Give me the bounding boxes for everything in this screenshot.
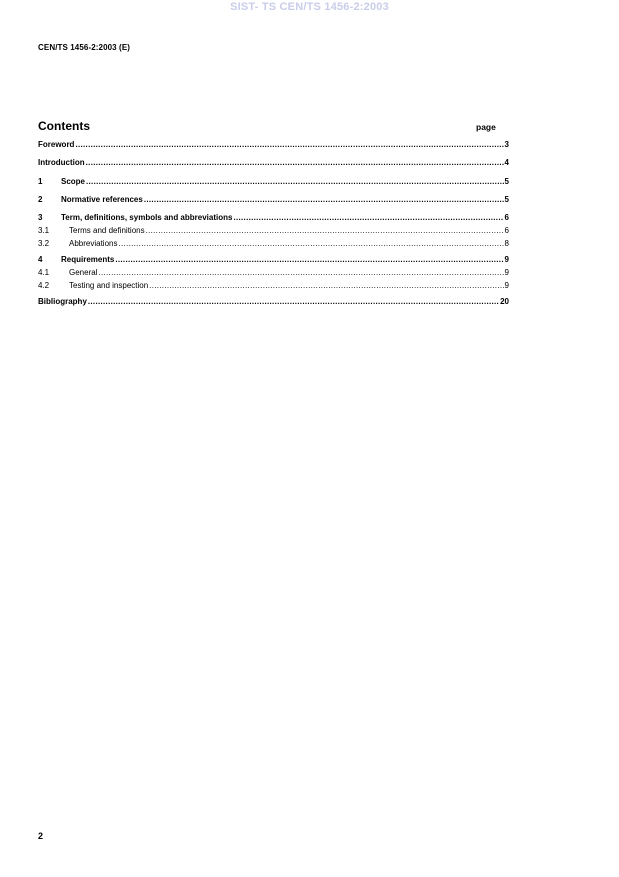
toc-entry-number: 3	[38, 213, 43, 222]
toc-entry-number: 3.2	[38, 239, 50, 248]
toc-entry-introduction[interactable]	[38, 158, 509, 168]
toc-entry-number: 4.1	[38, 268, 50, 277]
document-identifier: CEN/TS 1456-2:2003 (E)	[38, 43, 131, 52]
toc-entry-number: 1	[38, 177, 43, 186]
contents-title: Contents	[38, 119, 90, 133]
toc-entry-testing-and-inspection[interactable]	[38, 281, 509, 291]
toc-entry-title: Abbreviations	[69, 239, 118, 248]
toc-entry-requirements[interactable]	[38, 255, 509, 265]
toc-leader-dots	[115, 255, 503, 265]
toc-entry-title: Bibliography	[38, 297, 87, 306]
watermark: SIST- TS CEN/TS 1456-2:2003	[230, 1, 389, 13]
toc-entry-title: Requirements	[61, 255, 115, 264]
toc-entry-page: 3	[504, 140, 509, 149]
toc-entry-page: 4	[504, 158, 509, 167]
toc-entry-page: 20	[500, 297, 509, 306]
toc-entry-scope[interactable]	[38, 177, 509, 187]
table-of-contents	[38, 138, 509, 307]
toc-entry-page: 9	[504, 255, 509, 264]
page-column-label: page	[476, 122, 496, 132]
toc-entry-title: Foreword	[38, 140, 75, 149]
toc-leader-dots	[118, 239, 503, 249]
toc-entry-title: Terms and definitions	[69, 226, 145, 235]
toc-entry-page: 5	[504, 195, 509, 204]
toc-leader-dots	[144, 195, 504, 205]
toc-entry-title: Introduction	[38, 158, 85, 167]
toc-entry-number: 3.1	[38, 226, 50, 235]
toc-entry-page: 5	[504, 177, 509, 186]
toc-entry-page: 9	[504, 281, 509, 290]
toc-entry-page: 6	[504, 213, 509, 222]
toc-entry-page: 9	[504, 268, 509, 277]
toc-entry-number: 2	[38, 195, 43, 204]
toc-leader-dots	[233, 213, 503, 223]
toc-leader-dots	[149, 281, 503, 291]
toc-leader-dots	[98, 268, 503, 278]
toc-leader-dots	[75, 140, 503, 150]
toc-entry-title: Term, definitions, symbols and abbreviations	[61, 213, 233, 222]
toc-entry-normative-references[interactable]	[38, 195, 509, 205]
toc-entry-general[interactable]	[38, 268, 509, 278]
toc-leader-dots	[146, 226, 504, 236]
toc-entry-page: 6	[504, 226, 509, 235]
toc-entry-abbreviations[interactable]	[38, 239, 509, 249]
toc-entry-bibliography[interactable]	[38, 297, 509, 307]
toc-entry-title: Scope	[61, 177, 86, 186]
toc-entry-number: 4.2	[38, 281, 50, 290]
toc-entry-terms-definitions-symbols[interactable]	[38, 213, 509, 223]
toc-entry-terms-and-definitions[interactable]	[38, 226, 509, 236]
toc-entry-title: Normative references	[61, 195, 143, 204]
page-number: 2	[38, 831, 44, 841]
toc-leader-dots	[86, 158, 504, 168]
toc-entry-foreword[interactable]	[38, 140, 509, 150]
toc-leader-dots	[86, 177, 504, 187]
toc-entry-page: 8	[504, 239, 509, 248]
toc-entry-title: General	[69, 268, 98, 277]
toc-leader-dots	[88, 297, 499, 307]
toc-entry-number: 4	[38, 255, 43, 264]
toc-entry-title: Testing and inspection	[69, 281, 149, 290]
